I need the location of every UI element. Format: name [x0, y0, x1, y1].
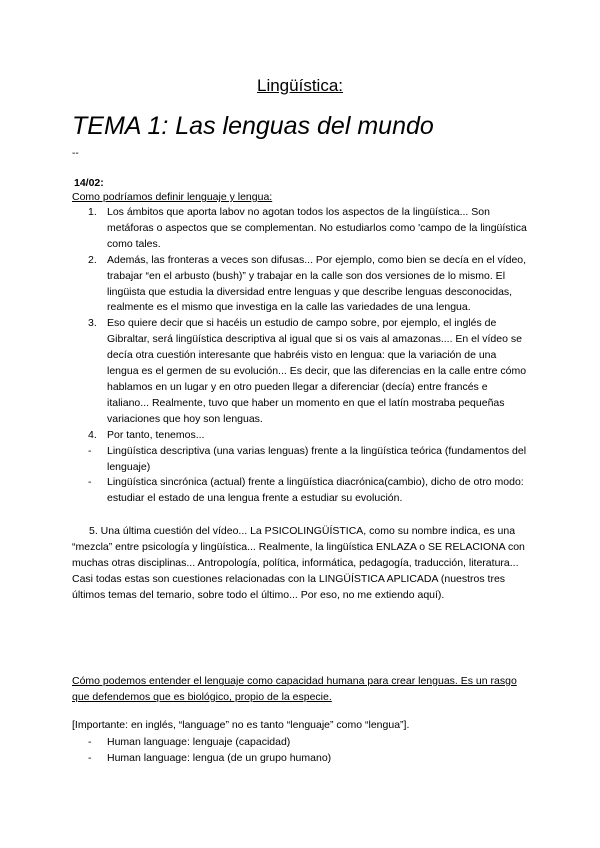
- tema-heading: TEMA 1: Las lenguas del mundo: [72, 112, 434, 140]
- section-heading: Cómo podemos entender el lenguaje como capacidad humana para crear lenguas. Es un rasgo que defendemos que es biológico, propio de la especie.: [72, 675, 517, 703]
- list-item: [88, 444, 528, 476]
- list-item-text: Lingüística sincrónica (actual) frente a lingüística diacrónica(cambio), dicho de otro modo: estudiar el estado de una lengua frente a estudiar su evolución.: [107, 476, 524, 505]
- list-marker: -: [88, 444, 92, 457]
- question-heading: Como podríamos definir lenguaje y lengua:: [72, 191, 273, 203]
- list-item: [88, 205, 528, 253]
- separator-dashes: --: [72, 148, 79, 159]
- list-item-text: Eso quiere decir que si hacéis un estudio de campo sobre, por ejemplo, el inglés de Gibraltar, será lingüística descriptiva al igual que si os vais al amazonas.... En el vídeo se decía otra cuestión interesante que habréis visto en lengua: que la variación de una lengua es el germen de su evolución... Es decir, que las diferencias en la calle entre cómo hablamos en un lugar y en otro pueden llegar a diferenciar (decía) entre francés e italiano... Realmente, tuvo que haber un momento en que el latín mostraba pequeñas variaciones que hoy son lenguas.: [107, 317, 527, 425]
- document-title: Lingüística:: [257, 76, 343, 95]
- list-marker: 3.: [88, 317, 97, 330]
- list-item: [88, 316, 528, 427]
- entry-date: 14/02:: [74, 177, 104, 189]
- list-item-text: Lingüística descriptiva (una varias lenguas) frente a la lingüística teórica (fundamentos del lenguaje): [107, 444, 527, 473]
- numbered-list: [88, 205, 528, 507]
- list-marker: -: [88, 476, 92, 489]
- list-marker: -: [88, 736, 92, 748]
- list-item: [88, 475, 528, 507]
- important-note: [Importante: en inglés, “language” no es tanto “lenguaje” como “lengua”].: [72, 719, 410, 731]
- list-item-text: Human language: lenguaje (capacidad): [107, 736, 291, 748]
- list-item-text: Además, las fronteras a veces son difusas... Por ejemplo, como bien se decía en el vídeo, trabajar “en el arbusto (bush)” y trabajar en la calle son dos versiones de lo mismo. El lingüista que estudia la diversidad entre lenguas y que describe lenguas desconocidas, realmente es el mismo que investiga en la calle las variedades de una lengua.: [107, 253, 527, 314]
- list-marker: 4.: [88, 428, 97, 441]
- list-marker: -: [88, 751, 92, 764]
- list-marker: 1.: [88, 206, 97, 218]
- paragraph-five: 5. Una última cuestión del vídeo... La PSICOLINGÜÍSTICA, como su nombre indica, es una “mezcla” entre psicología y lingüística... Realmente, la lingüística ENLAZA o SE RELACIONA con muchas otras disciplinas... Antropología, política, informática, pedagogía, traducción, literatura... Casi todas estas son cuestiones relacionadas con la LINGÜÍSTICA APLICADA (nuestros tres últimos temas del temario, sobre todo el último... Por eso, no me extiendo aquí).: [72, 525, 525, 601]
- list-item: [88, 253, 528, 317]
- human-language-list: [88, 735, 528, 767]
- list-item: [88, 428, 528, 444]
- list-item: [88, 751, 528, 767]
- list-item-text: Human language: lengua (de un grupo humano): [107, 751, 332, 764]
- list-item: [88, 735, 528, 751]
- list-item-text: Los ámbitos que aporta labov no agotan todos los aspectos de la lingüística... Son metáforas o aspectos que se complementan. No estudiarlos como 'campo de la lingüística como tales.: [107, 206, 527, 250]
- list-item-text: Por tanto, tenemos...: [107, 428, 205, 441]
- list-marker: 2.: [88, 253, 97, 266]
